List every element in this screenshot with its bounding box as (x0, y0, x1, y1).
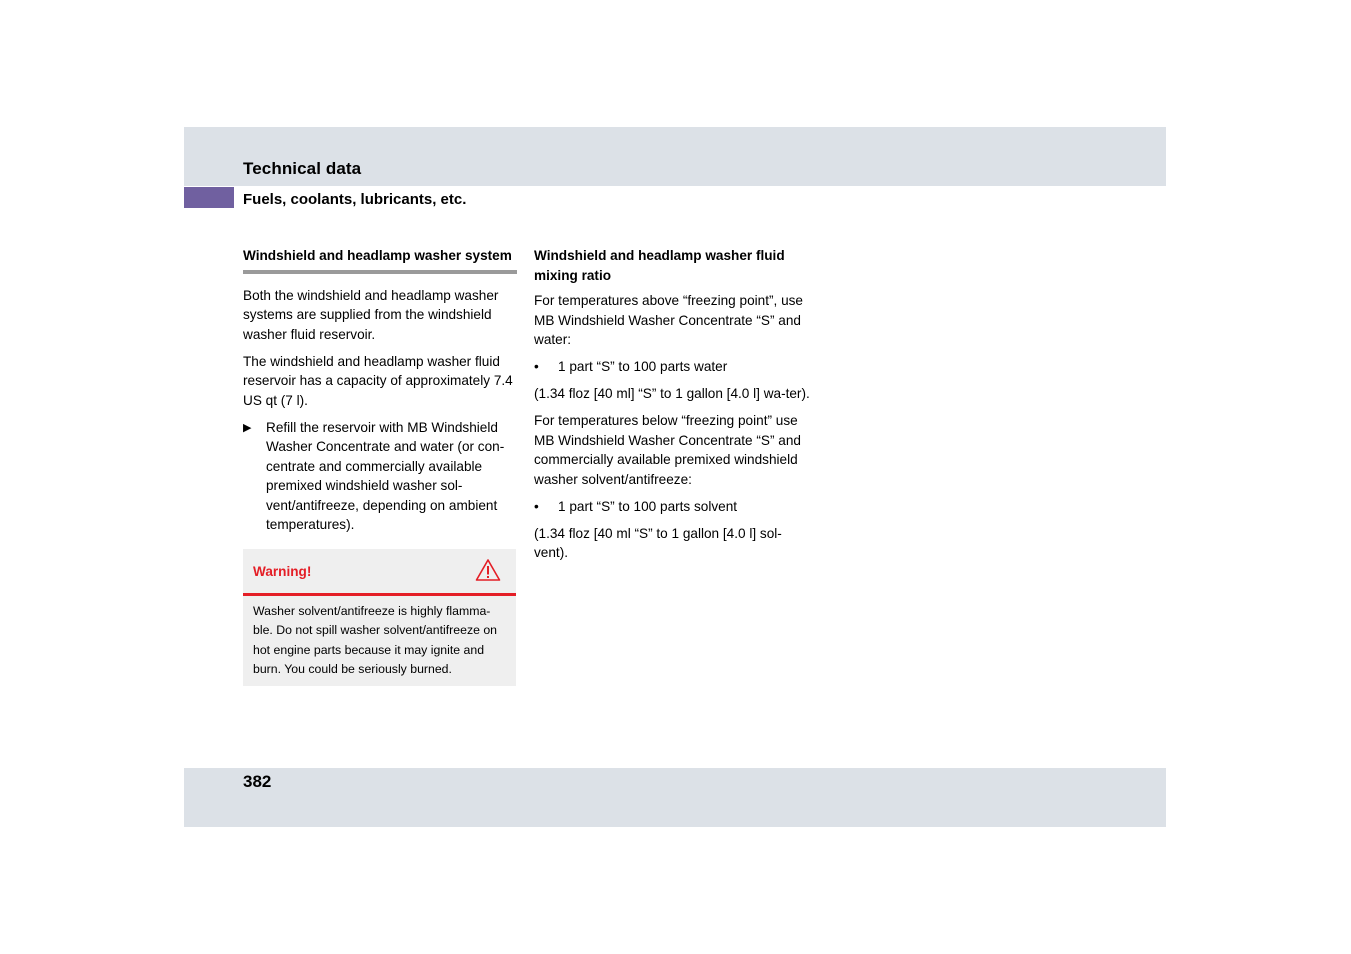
list-item (534, 497, 814, 517)
paragraph-solvent-volume: (1.34 floz [40 ml “S” to 1 gallon [4.0 l] sol-vent). (534, 525, 782, 560)
warning-label: Warning! (253, 563, 312, 579)
paragraph-above-freezing: For temperatures above “freezing point”, use MB Windshield Washer Concentrate “S” and water: (534, 293, 803, 347)
list-item (534, 357, 814, 377)
warning-header (243, 549, 516, 596)
section-title: Technical data (243, 159, 362, 178)
triangle-right-icon: ▶ (243, 421, 252, 434)
bullet-icon: • (534, 498, 539, 514)
washer-system-heading: Windshield and headlamp washer system (243, 246, 517, 274)
instruction-text: Refill the reservoir with MB Windshield Washer Concentrate and water (or con-centrate and commercially available premixed windshield washer sol-vent/antifreeze, depending on ambient temperatures). (266, 419, 505, 532)
right-column (534, 246, 814, 570)
mixing-ratio-heading: Windshield and headlamp washer fluid mixing ratio (534, 248, 785, 283)
chapter-tab-marker (184, 187, 234, 208)
warning-box (243, 549, 516, 686)
paragraph-capacity: The windshield and headlamp washer fluid reservoir has a capacity of approximately 7.4 US qt (7 l). (243, 353, 513, 408)
ratio-solvent: 1 part “S” to 100 parts solvent (558, 498, 738, 514)
ratio-water: 1 part “S” to 100 parts water (558, 359, 728, 374)
paragraph-below-freezing: For temperatures below “freezing point” use MB Windshield Washer Concentrate “S” and commercially available premixed windshield washer solvent/antifreeze: (534, 413, 801, 487)
paragraph-supply: Both the windshield and headlamp washer systems are supplied from the windshield washer fluid reservoir. (243, 287, 499, 342)
page-number: 382 (243, 772, 272, 791)
instruction-step (243, 418, 517, 535)
footer-band (184, 768, 1166, 827)
left-column (243, 246, 517, 686)
warning-triangle-icon (475, 558, 501, 588)
warning-text: Washer solvent/antifreeze is highly flamma-ble. Do not spill washer solvent/antifreeze on hot engine parts because it may ignite and burn. You could be seriously burned. (253, 603, 498, 676)
bullet-icon: • (534, 359, 539, 374)
subsection-title: Fuels, coolants, lubricants, etc. (243, 191, 467, 208)
paragraph-water-volume: (1.34 floz [40 ml] “S” to 1 gallon [4.0 l] wa-ter). (534, 386, 810, 401)
